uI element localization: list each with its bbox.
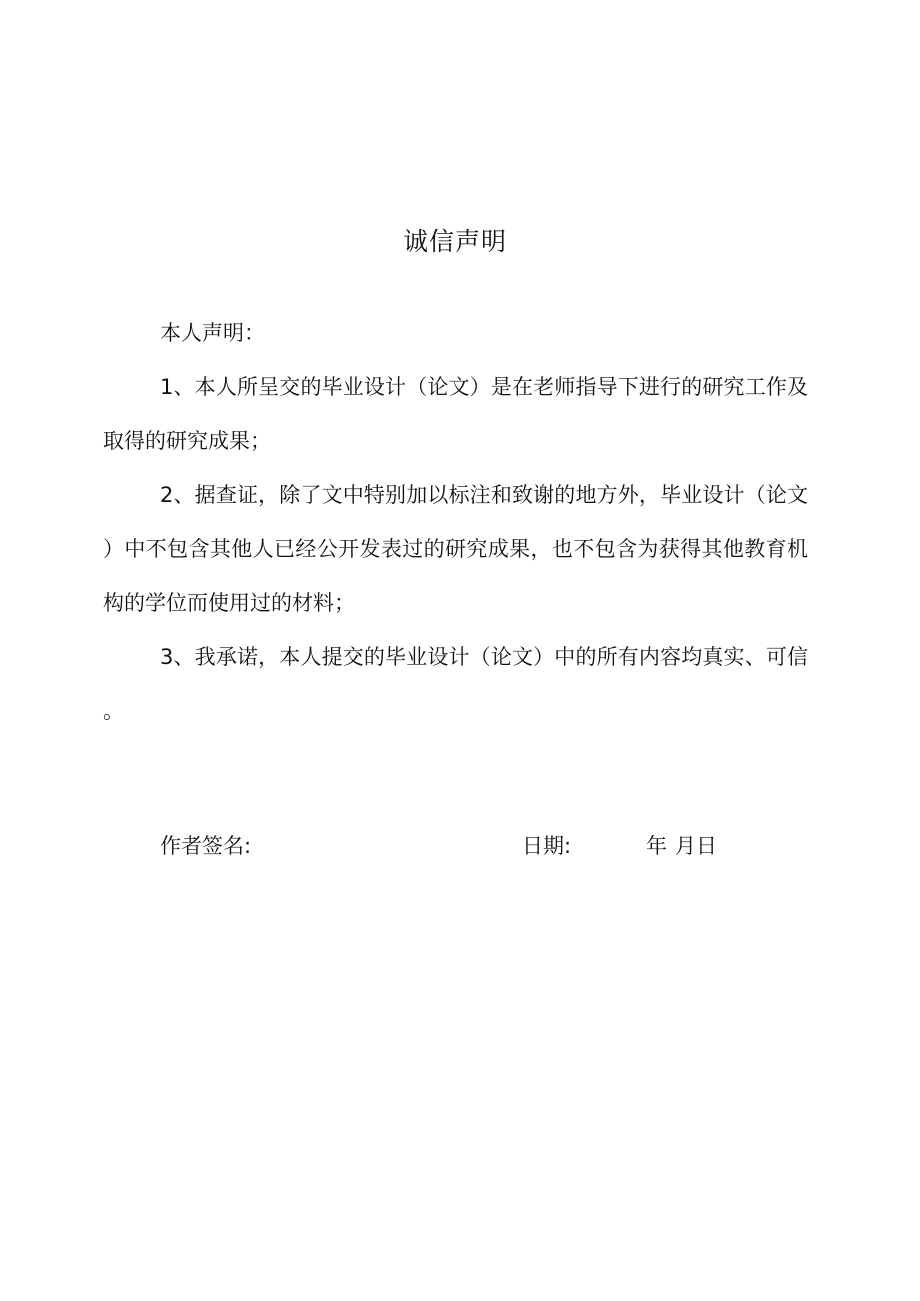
page-title: 诚信声明 [402,227,507,256]
date-year-label: 年 [646,834,667,858]
declaration-item-2: 2、据查证，除了文中特别加以标注和致谢的地方外，毕业设计（论文）中不包含其他人已经公开发表过的研究成果，也不包含为获得其他教育机构的学位而使用过的材料； [103,483,808,615]
signature-row [160,828,780,864]
date-label: 日期: [522,834,572,858]
declaration-intro: 本人声明： [160,321,265,345]
date-month-day-label: 月日 [675,834,717,858]
author-signature-label: 作者签名: [160,834,252,858]
declaration-item-1: 1、本人所呈交的毕业设计（论文）是在老师指导下进行的研究工作及取得的研究成果； [103,375,808,453]
declaration-body [103,306,808,738]
declaration-item-3: 3、我承诺，本人提交的毕业设计（论文）中的所有内容均真实、可信。 [103,645,808,723]
